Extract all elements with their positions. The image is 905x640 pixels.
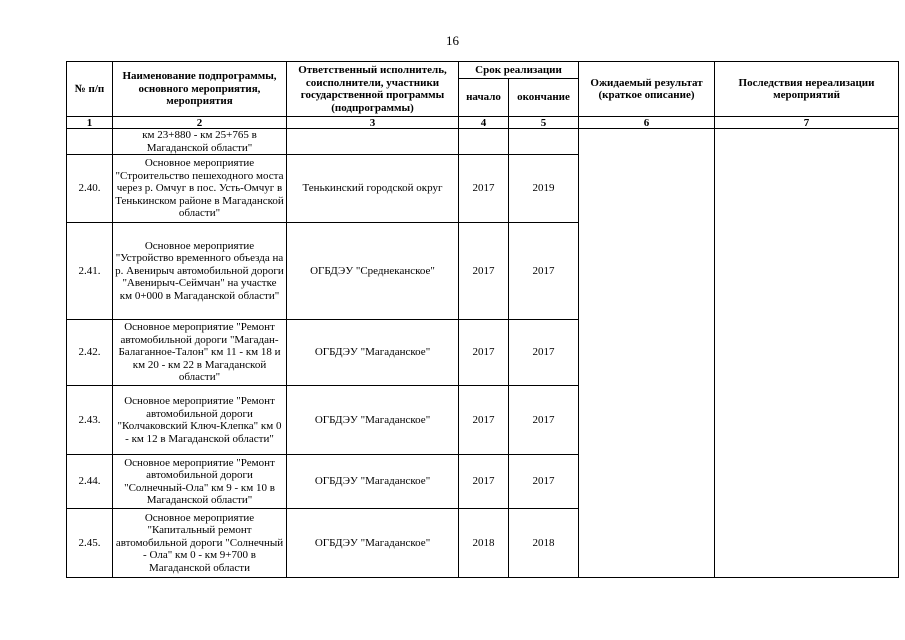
page-number: 16 bbox=[446, 33, 459, 48]
cell-empty bbox=[67, 129, 113, 155]
cell-empty bbox=[509, 129, 579, 155]
cell-name: Основное мероприятие "Ремонт автомобильной дороги "Магадан-Балаганное-Талон" км 11 - км 18 и км 20 - км 22 в Магаданской области" bbox=[113, 320, 287, 386]
cell-start: 2017 bbox=[459, 455, 509, 509]
cell-num: 2.45. bbox=[67, 509, 113, 578]
cell-num: 2.41. bbox=[67, 223, 113, 320]
cell-executor: Тенькинский городской округ bbox=[287, 155, 459, 223]
cell-consequences-merged bbox=[715, 129, 899, 578]
cell-num: 2.40. bbox=[67, 155, 113, 223]
cell-executor: ОГБДЭУ "Магаданское" bbox=[287, 509, 459, 578]
cell-num: 2.42. bbox=[67, 320, 113, 386]
header-num: № п/п bbox=[67, 62, 113, 117]
cell-num: 2.43. bbox=[67, 386, 113, 455]
cell-end: 2017 bbox=[509, 455, 579, 509]
cell-start: 2018 bbox=[459, 509, 509, 578]
col-number-1: 1 bbox=[67, 117, 113, 129]
cell-executor: ОГБДЭУ "Среднеканское" bbox=[287, 223, 459, 320]
col-number-3: 3 bbox=[287, 117, 459, 129]
cell-executor: ОГБДЭУ "Магаданское" bbox=[287, 320, 459, 386]
cell-executor: ОГБДЭУ "Магаданское" bbox=[287, 455, 459, 509]
col-number-5: 5 bbox=[509, 117, 579, 129]
header-consequences: Последствия нереализации мероприятий bbox=[715, 62, 899, 117]
header-period: Срок реализации bbox=[459, 62, 579, 79]
cell-start: 2017 bbox=[459, 223, 509, 320]
col-number-6: 6 bbox=[579, 117, 715, 129]
header-result: Ожидаемый результат (краткое описание) bbox=[579, 62, 715, 117]
cell-name: Основное мероприятие "Ремонт автомобильной дороги "Колчаковский Ключ-Клепка" км 0 - км 12 в Магаданской области" bbox=[113, 386, 287, 455]
col-number-7: 7 bbox=[715, 117, 899, 129]
cell-empty bbox=[287, 129, 459, 155]
cell-end: 2017 bbox=[509, 320, 579, 386]
cell-name: Основное мероприятие "Ремонт автомобильной дороги "Солнечный-Ола" км 9 - км 10 в Магаданской области" bbox=[113, 455, 287, 509]
cell-continuation-text: км 23+880 - км 25+765 в Магаданской области" bbox=[113, 129, 287, 155]
col-number-4: 4 bbox=[459, 117, 509, 129]
program-table bbox=[66, 61, 899, 578]
cell-start: 2017 bbox=[459, 386, 509, 455]
cell-name: Основное мероприятие "Капитальный ремонт автомобильной дороги "Солнечный - Ола" км 0 - км 9+700 в Магаданской области bbox=[113, 509, 287, 578]
cell-num: 2.44. bbox=[67, 455, 113, 509]
cell-end: 2017 bbox=[509, 223, 579, 320]
header-start: начало bbox=[459, 79, 509, 117]
cell-name: Основное мероприятие "Устройство временного объезда на р. Авенирыч автомобильной дороги "Авенирыч-Сеймчан" на участке км 0+000 в Магаданской области" bbox=[113, 223, 287, 320]
cell-end: 2017 bbox=[509, 386, 579, 455]
cell-result-merged bbox=[579, 129, 715, 578]
cell-empty bbox=[459, 129, 509, 155]
table-row-continuation bbox=[67, 129, 899, 155]
cell-executor: ОГБДЭУ "Магаданское" bbox=[287, 386, 459, 455]
cell-end: 2019 bbox=[509, 155, 579, 223]
cell-end: 2018 bbox=[509, 509, 579, 578]
cell-name: Основное мероприятие "Строительство пешеходного моста через р. Омчуг в пос. Усть-Омчуг в Тенькинском районе в Магаданской области" bbox=[113, 155, 287, 223]
cell-start: 2017 bbox=[459, 155, 509, 223]
header-end: окончание bbox=[509, 79, 579, 117]
header-executor: Ответственный исполнитель, соисполнители, участники государственной программы (подпрограммы) bbox=[287, 62, 459, 117]
header-name: Наименование подпрограммы, основного мероприятия, мероприятия bbox=[113, 62, 287, 117]
col-number-2: 2 bbox=[113, 117, 287, 129]
cell-start: 2017 bbox=[459, 320, 509, 386]
